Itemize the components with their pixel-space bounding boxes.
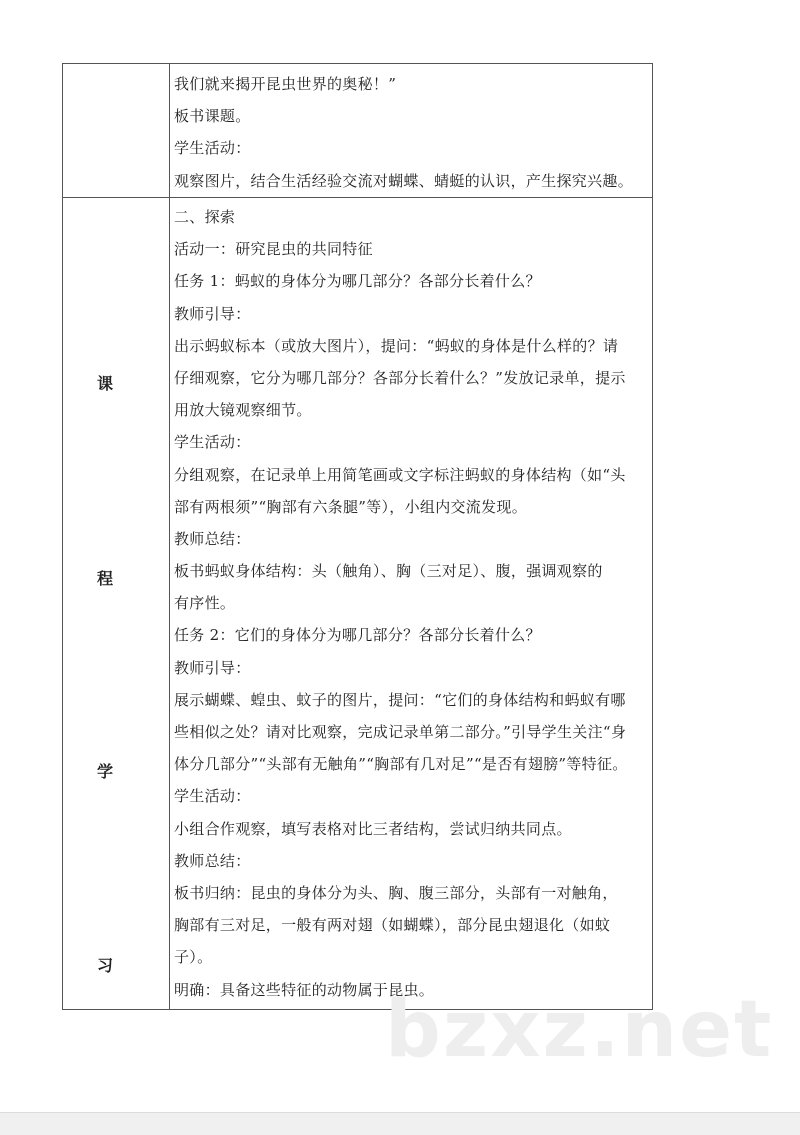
text-line: 学生活动： — [174, 433, 251, 452]
text-line: 教师引导： — [174, 658, 251, 677]
lesson-table — [62, 63, 653, 1010]
text-line: 胸部有三对足，一般有两对翅（如蝴蝶），部分昆虫翅退化（如蚊 — [174, 916, 611, 935]
text-line: 学生活动： — [174, 787, 251, 806]
text-line: 任务 2：它们的身体分为哪几部分？各部分长着什么？ — [174, 626, 541, 645]
text-line: 些相似之处？请对比观察，完成记录单第二部分。”引导学生关注“身 — [174, 723, 627, 741]
text-line: 明确：具备这些特征的动物属于昆虫。 — [174, 980, 435, 999]
row-label-char: 习 — [97, 956, 114, 975]
text-line: 有序性。 — [174, 594, 236, 613]
row-divider — [63, 197, 652, 198]
page-bottom-edge — [0, 1112, 800, 1135]
column-divider — [169, 64, 170, 1009]
text-line: 板书归纳：昆虫的身体分为头、胸、腹三部分，头部有一对触角， — [174, 883, 618, 902]
row-label-char: 课 — [97, 374, 114, 393]
text-line: 教师总结： — [174, 851, 251, 870]
text-line: 体分几部分”“头部有无触角”“胸部有几对足”“是否有翅膀”等特征。 — [174, 755, 628, 774]
text-line: 部有两根须”“胸部有六条腿”等），小组内交流发现。 — [174, 497, 528, 516]
text-line: 学生活动： — [174, 139, 251, 158]
text-line: 二、探索 — [174, 208, 236, 226]
text-line: 分组观察，在记录单上用简笔画或文字标注蚂蚁的身体结构（如“头 — [174, 465, 626, 484]
text-line: 仔细观察，它分为哪几部分？各部分长着什么？”发放记录单，提示 — [174, 368, 626, 387]
text-line: 子）。 — [174, 948, 213, 967]
text-line: 小组合作观察，填写表格对比三者结构，尝试归纳共同点。 — [174, 819, 572, 838]
row-label-char: 学 — [97, 762, 114, 781]
text-line: 观察图片，结合生活经验交流对蝴蝶、蜻蜓的认识，产生探究兴趣。 — [174, 171, 634, 190]
text-line: 活动一：研究昆虫的共同特征 — [174, 240, 373, 259]
text-line: 我们就来揭开昆虫世界的奥秘！” — [174, 75, 397, 93]
text-line: 板书课题。 — [174, 107, 251, 126]
row-label-char: 程 — [97, 569, 114, 588]
text-line: 用放大镜观察细节。 — [174, 401, 312, 420]
text-line: 教师引导： — [174, 304, 251, 323]
text-line: 教师总结： — [174, 529, 251, 548]
row2-content-cell — [174, 201, 650, 1006]
watermark: bzxz.net — [385, 985, 774, 1075]
text-line: 任务 1：蚂蚁的身体分为哪几部分？各部分长着什么？ — [174, 272, 541, 291]
text-line: 出示蚂蚁标本（或放大图片），提问：“蚂蚁的身体是什么样的？请 — [174, 336, 619, 355]
text-line: 展示蝴蝶、蝗虫、蚊子的图片，提问：“它们的身体结构和蚂蚁有哪 — [174, 690, 626, 709]
text-line: 板书蚂蚁身体结构：头（触角）、胸（三对足）、腹，强调观察的 — [174, 562, 603, 581]
row1-content-cell — [174, 68, 650, 197]
